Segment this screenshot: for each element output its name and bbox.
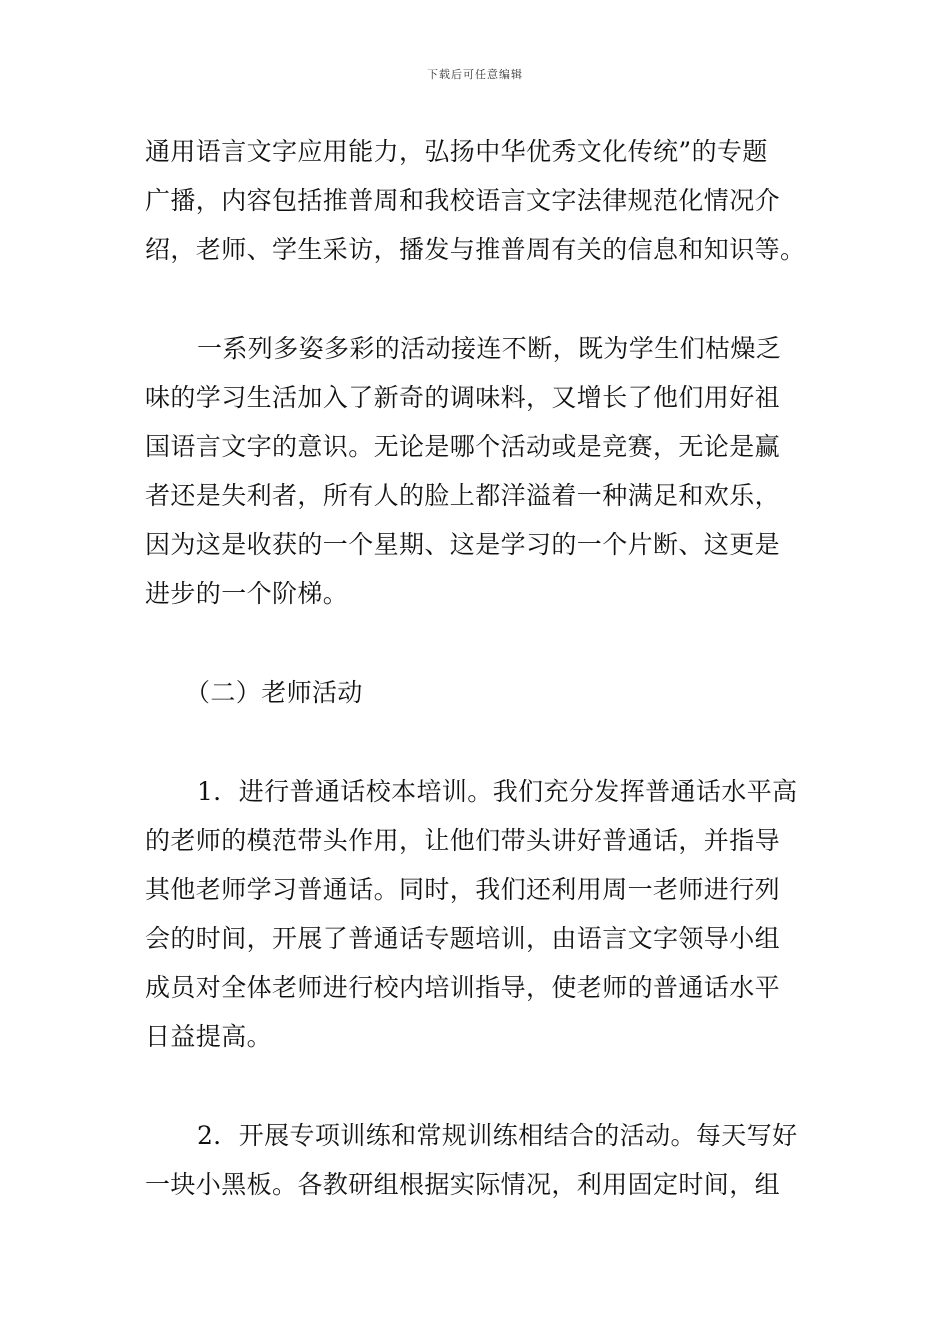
text-line: 成员对全体老师进行校内培训指导，使老师的普通话水平 xyxy=(145,973,781,1002)
paragraph-2 xyxy=(145,324,807,618)
paragraph-spacer xyxy=(145,618,807,668)
text-line: 者还是失利者，所有人的脸上都洋溢着一种满足和欢乐， xyxy=(145,481,781,510)
text-line: 广播，内容包括推普周和我校语言文字法律规范化情况介 xyxy=(145,186,781,215)
text-line: 国语言文字的意识。无论是哪个活动或是竞赛，无论是赢 xyxy=(145,432,781,461)
text-line: 一块小黑板。各教研组根据实际情况，利用固定时间，组 xyxy=(145,1170,781,1199)
text-line: 因为这是收获的一个星期、这是学习的一个片断、这更是 xyxy=(145,530,781,559)
paragraph-spacer xyxy=(145,274,807,324)
text-line: 味的学习生活加入了新奇的调味料，又增长了他们用好祖 xyxy=(145,383,781,412)
text-line: 的老师的模范带头作用，让他们带头讲好普通话，并指导 xyxy=(145,826,781,855)
text-line: 日益提高。 xyxy=(145,1022,273,1051)
text-line: 绍，老师、学生采访，播发与推普周有关的信息和知识等。 xyxy=(145,235,806,264)
paragraph-3 xyxy=(145,767,807,1061)
paragraph-spacer xyxy=(145,1061,807,1111)
text-line: 一系列多姿多彩的活动接连不断，既为学生们枯燥乏 xyxy=(197,334,782,363)
text-line: 其他老师学习普通话。同时，我们还利用周一老师进行列 xyxy=(145,875,781,904)
section-title: （二）老师活动 xyxy=(185,678,363,707)
text-line: 会的时间，开展了普通话专题培训，由语言文字领导小组 xyxy=(145,924,781,953)
text-line: 进步的一个阶梯。 xyxy=(145,579,349,608)
text-line: 2．开展专项训练和常规训练相结合的活动。每天写好 xyxy=(197,1121,798,1150)
header-note: 下载后可任意编辑 xyxy=(427,68,523,81)
paragraph-4 xyxy=(145,1111,807,1209)
section-heading xyxy=(145,668,807,717)
text-line: 1．进行普通话校本培训。我们充分发挥普通话水平高 xyxy=(197,777,798,806)
paragraph-1 xyxy=(145,127,807,274)
text-line: 通用语言文字应用能力，弘扬中华优秀文化传统”的专题 xyxy=(145,137,768,166)
document-body xyxy=(145,127,807,1209)
paragraph-spacer xyxy=(145,717,807,767)
